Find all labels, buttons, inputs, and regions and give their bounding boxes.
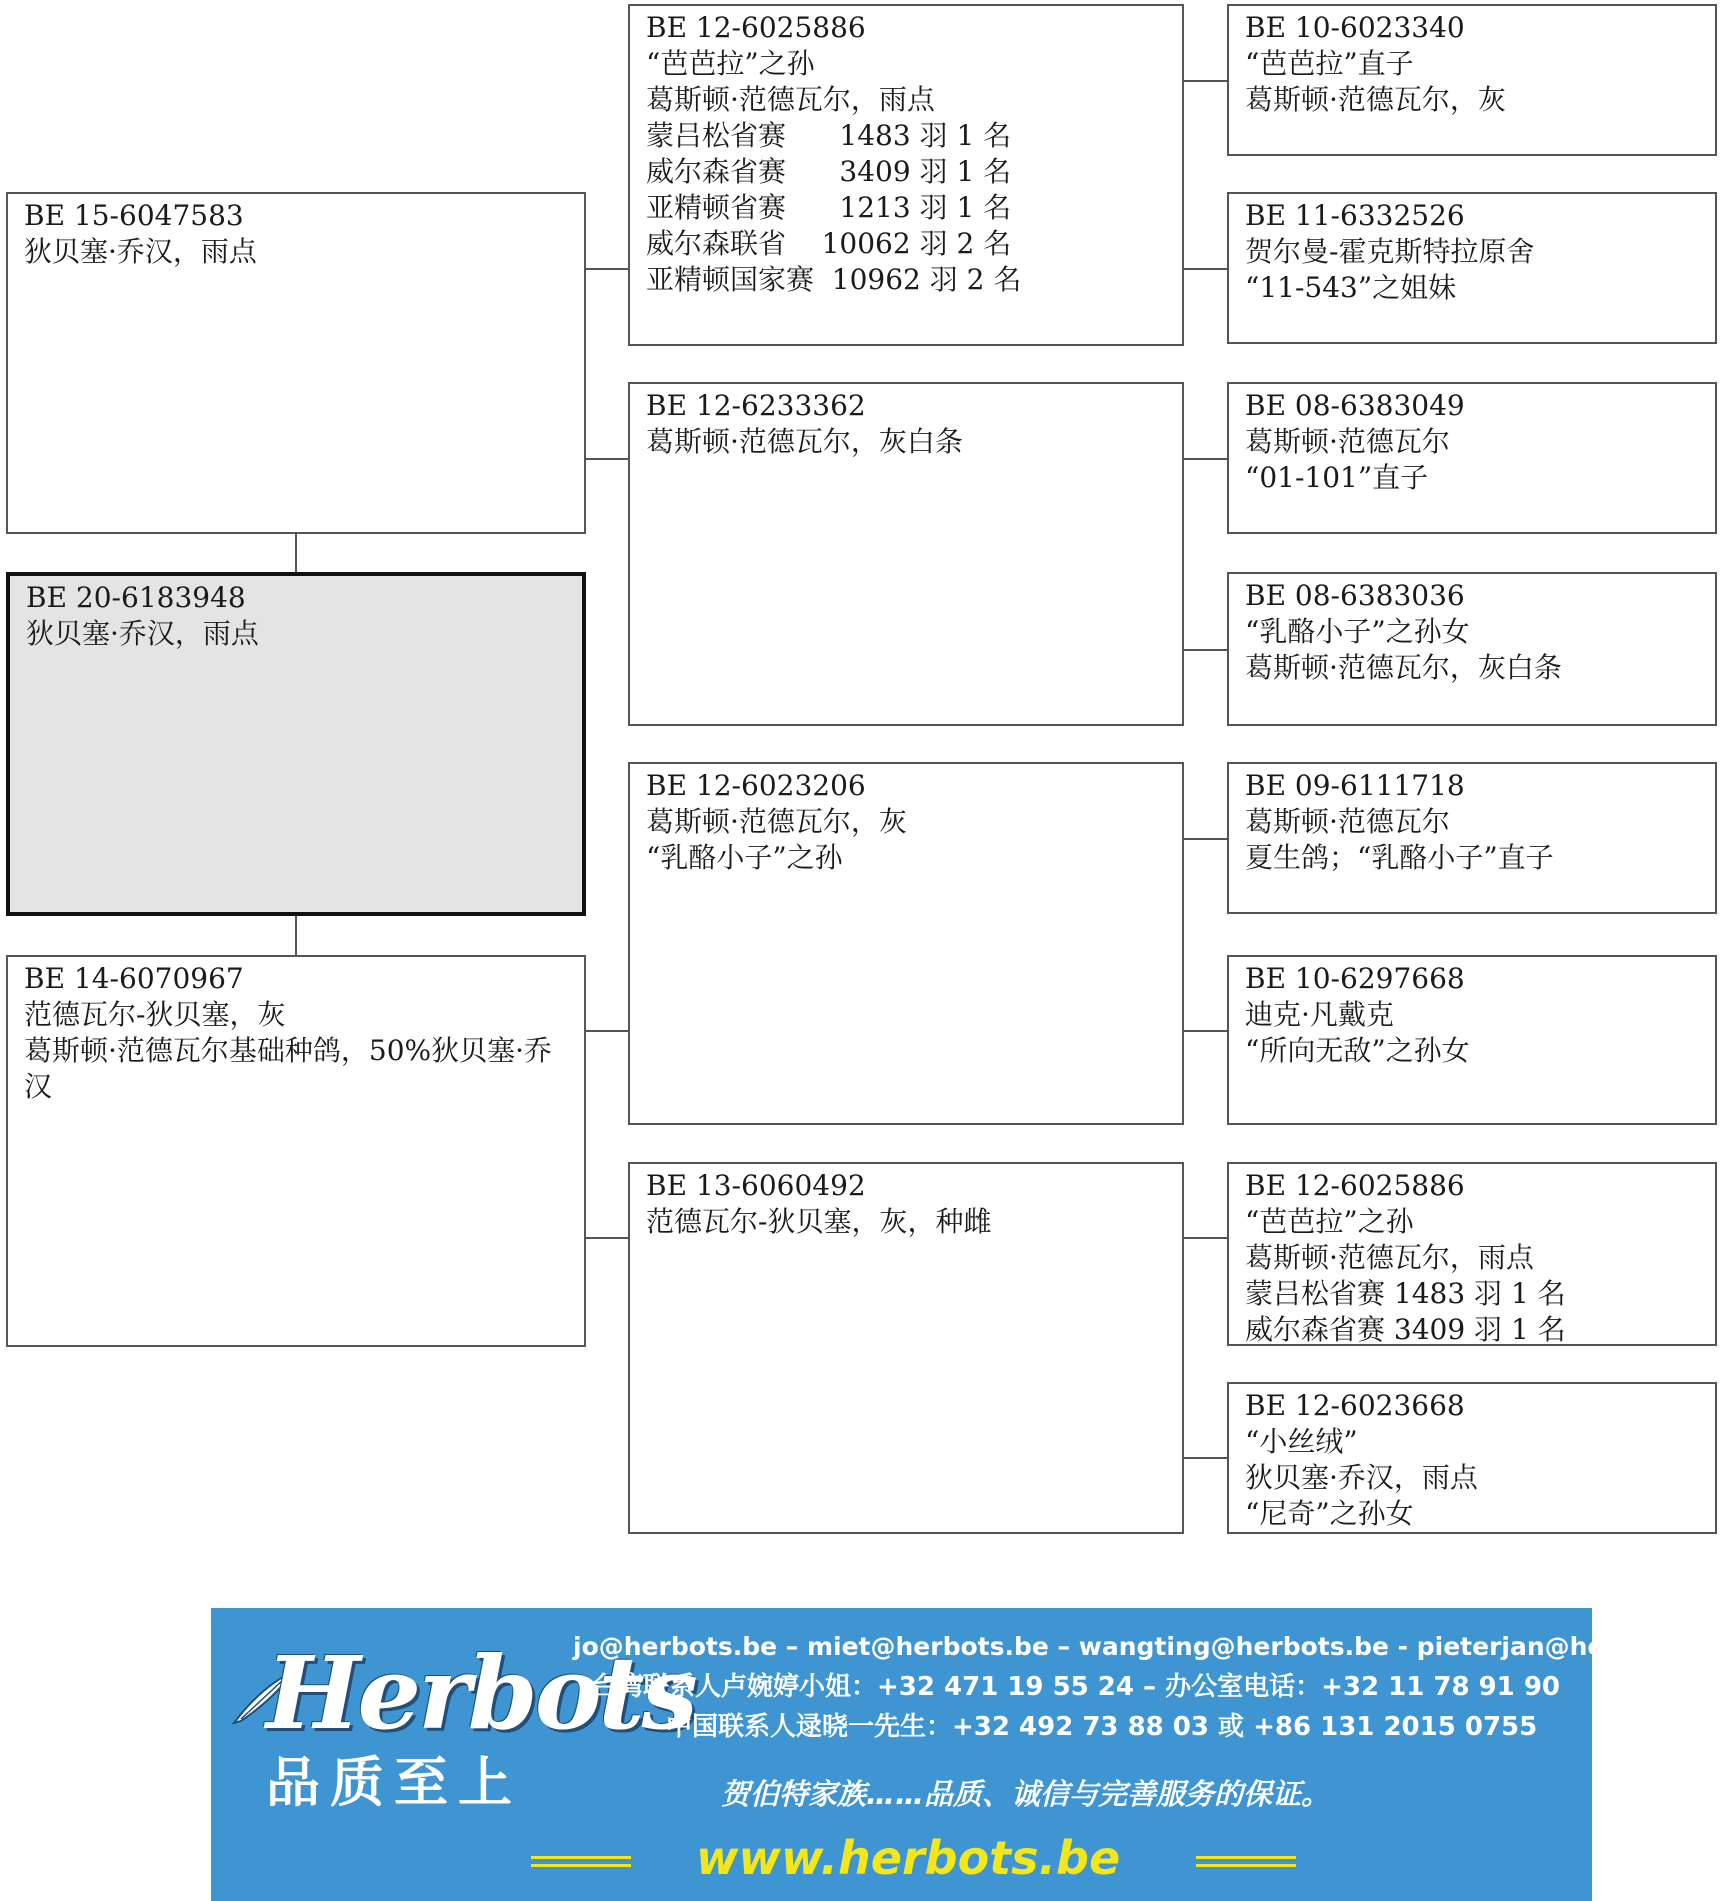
grandparent-card xyxy=(628,1162,1184,1534)
taiwan-contact: 台湾联系人卢婉婷小姐：+32 471 19 55 24 – 办公室电话：+32 11 78 91 90 xyxy=(591,1672,1560,1702)
great-grandparent-card xyxy=(1227,1162,1717,1346)
great-grandparent-line: 葛斯顿·范德瓦尔，灰白条 xyxy=(1245,651,1562,684)
connector-line xyxy=(1184,838,1227,840)
great-grandparent-ring-number: BE 09-6111718 xyxy=(1245,769,1465,802)
great-grandparent-card xyxy=(1227,192,1717,344)
connector-line xyxy=(1184,80,1227,82)
great-grandparent-line: “芭芭拉”直子 xyxy=(1245,47,1414,80)
great-grandparent-card xyxy=(1227,4,1717,156)
connector-line xyxy=(1184,1457,1227,1459)
subject-description: 狄贝塞·乔汉，雨点 xyxy=(26,617,259,650)
great-grandparent-line: “11-543”之姐妹 xyxy=(1245,271,1457,304)
great-grandparent-card xyxy=(1227,762,1717,914)
grandparent-line: “乳酪小子”之孙 xyxy=(646,841,843,874)
sire-card xyxy=(6,192,586,534)
connector-line xyxy=(1184,1030,1227,1032)
great-grandparent-line: 狄贝塞·乔汉，雨点 xyxy=(1245,1461,1478,1494)
connector-line xyxy=(586,1030,628,1032)
great-grandparent-card xyxy=(1227,572,1717,726)
subject-ring-number: BE 20-6183948 xyxy=(26,581,246,614)
connector-line xyxy=(1184,458,1227,460)
tagline: 贺伯特家族……品质、诚信与完善服务的保证。 xyxy=(721,1777,1331,1811)
great-grandparent-ring-number: BE 08-6383049 xyxy=(1245,389,1465,422)
dam-card xyxy=(6,955,586,1347)
race-result: 亚精顿省赛 1213 羽 1 名 xyxy=(646,191,1012,224)
email-addresses[interactable]: jo@herbots.be – miet@herbots.be – wangting@herbots.be - pieterjan@herbots.be xyxy=(573,1632,1723,1661)
grandparent-line: 范德瓦尔-狄贝塞，灰，种雌 xyxy=(646,1205,992,1238)
decorative-line xyxy=(531,1856,631,1859)
race-result: 蒙吕松省赛 1483 羽 1 名 xyxy=(646,119,1012,152)
great-grandparent-ring-number: BE 11-6332526 xyxy=(1245,199,1465,232)
connector-line xyxy=(295,916,297,955)
race-result: 蒙吕松省赛 1483 羽 1 名 xyxy=(1245,1277,1566,1310)
decorative-line xyxy=(531,1864,631,1867)
grandparent-line: 葛斯顿·范德瓦尔，灰白条 xyxy=(646,425,963,458)
slogan: 品质至上 xyxy=(266,1751,522,1814)
herbots-logo: Herbots xyxy=(266,1634,695,1752)
dam-description: 范德瓦尔-狄贝塞，灰 xyxy=(24,998,286,1031)
grandparent-card xyxy=(628,4,1184,346)
great-grandparent-line: 葛斯顿·范德瓦尔，灰 xyxy=(1245,83,1506,116)
connector-line xyxy=(586,268,628,270)
race-result: 威尔森省赛 3409 羽 1 名 xyxy=(646,155,1012,188)
sire-description: 狄贝塞·乔汉，雨点 xyxy=(24,235,257,268)
great-grandparent-card xyxy=(1227,1382,1717,1534)
great-grandparent-line: “小丝绒” xyxy=(1245,1425,1358,1458)
great-grandparent-line: “乳酪小子”之孙女 xyxy=(1245,615,1470,648)
great-grandparent-line: “尼奇”之孙女 xyxy=(1245,1497,1414,1530)
great-grandparent-ring-number: BE 10-6297668 xyxy=(1245,962,1465,995)
great-grandparent-ring-number: BE 08-6383036 xyxy=(1245,579,1465,612)
sire-ring-number: BE 15-6047583 xyxy=(24,199,244,232)
grandparent-ring-number: BE 12-6025886 xyxy=(646,11,866,44)
race-result: 亚精顿国家赛 10962 羽 2 名 xyxy=(646,263,1022,296)
dam-note: 葛斯顿·范德瓦尔基础种鸽，50%狄贝塞·乔汉 xyxy=(24,1034,553,1103)
great-grandparent-card xyxy=(1227,955,1717,1125)
website-link[interactable]: www.herbots.be xyxy=(696,1831,1121,1885)
connector-line xyxy=(586,1237,628,1239)
great-grandparent-card xyxy=(1227,382,1717,534)
grandparent-line: 葛斯顿·范德瓦尔，灰 xyxy=(646,805,907,838)
dam-ring-number: BE 14-6070967 xyxy=(24,962,244,995)
connector-line xyxy=(586,458,628,460)
race-result: 威尔森联省 10062 羽 2 名 xyxy=(646,227,1012,260)
herbots-contact-banner xyxy=(211,1608,1723,1901)
great-grandparent-line: 葛斯顿·范德瓦尔 xyxy=(1245,425,1450,458)
great-grandparent-line: 夏生鸽；“乳酪小子”直子 xyxy=(1245,841,1554,874)
grandparent-ring-number: BE 12-6023206 xyxy=(646,769,866,802)
connector-line xyxy=(1184,649,1227,651)
great-grandparent-ring-number: BE 10-6023340 xyxy=(1245,11,1465,44)
connector-line xyxy=(1184,1237,1227,1239)
great-grandparent-ring-number: BE 12-6023668 xyxy=(1245,1389,1465,1422)
decorative-line xyxy=(1196,1864,1296,1867)
connector-line xyxy=(295,534,297,572)
subject-pigeon-card xyxy=(6,572,586,916)
great-grandparent-line: “01-101”直子 xyxy=(1245,461,1429,494)
great-grandparent-line: 葛斯顿·范德瓦尔 xyxy=(1245,805,1450,838)
great-grandparent-line: 迪克·凡戴克 xyxy=(1245,998,1394,1031)
grandparent-ring-number: BE 13-6060492 xyxy=(646,1169,866,1202)
great-grandparent-line: “芭芭拉”之孙 xyxy=(1245,1205,1414,1238)
connector-line xyxy=(1184,268,1227,270)
grandparent-ring-number: BE 12-6233362 xyxy=(646,389,866,422)
grandparent-line: “芭芭拉”之孙 xyxy=(646,47,815,80)
china-contact: 中国联系人逯晓一先生：+32 492 73 88 03 或 +86 131 2015 0755 xyxy=(666,1712,1538,1742)
great-grandparent-ring-number: BE 12-6025886 xyxy=(1245,1169,1465,1202)
grandparent-line: 葛斯顿·范德瓦尔，雨点 xyxy=(646,83,935,116)
great-grandparent-line: 贺尔曼-霍克斯特拉原舍 xyxy=(1245,235,1535,268)
decorative-line xyxy=(1196,1856,1296,1859)
grandparent-card xyxy=(628,762,1184,1125)
grandparent-card xyxy=(628,382,1184,726)
great-grandparent-line: “所向无敌”之孙女 xyxy=(1245,1034,1470,1067)
great-grandparent-line: 葛斯顿·范德瓦尔，雨点 xyxy=(1245,1241,1534,1274)
race-result: 威尔森省赛 3409 羽 1 名 xyxy=(1245,1313,1566,1346)
